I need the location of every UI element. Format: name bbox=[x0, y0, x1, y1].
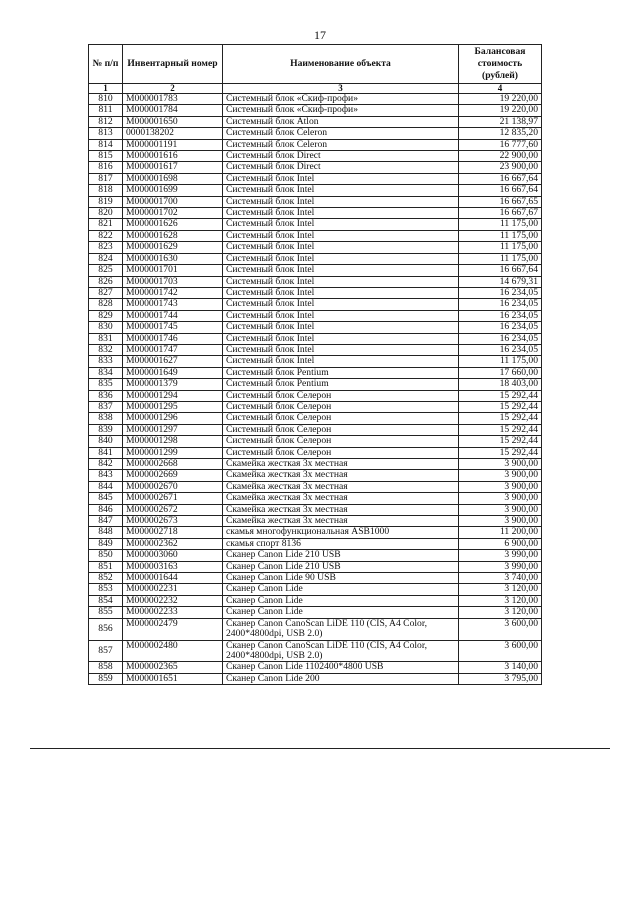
inventory-number: М000002718 bbox=[123, 527, 223, 538]
balance-value: 3 990,00 bbox=[459, 561, 542, 572]
table-row bbox=[89, 595, 542, 606]
object-name: Системный блок Intel bbox=[223, 196, 459, 207]
table-row bbox=[89, 139, 542, 150]
inventory-number: М000001627 bbox=[123, 356, 223, 367]
row-number: 852 bbox=[89, 573, 123, 584]
row-number: 855 bbox=[89, 607, 123, 618]
row-number: 831 bbox=[89, 333, 123, 344]
inventory-number: М000002233 bbox=[123, 607, 223, 618]
row-number: 841 bbox=[89, 447, 123, 458]
object-name: Системный блок Intel bbox=[223, 242, 459, 253]
object-name: Системный блок Direct bbox=[223, 162, 459, 173]
table-row bbox=[89, 424, 542, 435]
table-row bbox=[89, 413, 542, 424]
inventory-number: М000003060 bbox=[123, 550, 223, 561]
row-number: 834 bbox=[89, 367, 123, 378]
row-number: 824 bbox=[89, 253, 123, 264]
table-row bbox=[89, 162, 542, 173]
row-number: 853 bbox=[89, 584, 123, 595]
table-row bbox=[89, 504, 542, 515]
table-row bbox=[89, 94, 542, 105]
inventory-number: М000001699 bbox=[123, 185, 223, 196]
inventory-number: М000001630 bbox=[123, 253, 223, 264]
object-name: скамья спорт 8136 bbox=[223, 538, 459, 549]
balance-value: 11 175,00 bbox=[459, 242, 542, 253]
header-number: № п/п bbox=[89, 45, 123, 84]
inventory-number: М000001626 bbox=[123, 219, 223, 230]
object-name: Сканер Canon Lide 90 USB bbox=[223, 573, 459, 584]
inventory-number: М000001742 bbox=[123, 287, 223, 298]
inventory-number: М000001299 bbox=[123, 447, 223, 458]
object-name: Сканер Canon Lide 1102400*4800 USB bbox=[223, 662, 459, 673]
table-row bbox=[89, 470, 542, 481]
table-row bbox=[89, 493, 542, 504]
row-number: 832 bbox=[89, 344, 123, 355]
object-name: Скамейка жесткая 3х местная bbox=[223, 516, 459, 527]
inventory-number: М000002669 bbox=[123, 470, 223, 481]
balance-value: 16 667,65 bbox=[459, 196, 542, 207]
object-name: Системный блок Селерон bbox=[223, 390, 459, 401]
inventory-number: М000001747 bbox=[123, 344, 223, 355]
inventory-number: М000001651 bbox=[123, 673, 223, 684]
object-name: Системный блок Intel bbox=[223, 276, 459, 287]
row-number: 849 bbox=[89, 538, 123, 549]
balance-value: 3 795,00 bbox=[459, 673, 542, 684]
row-number: 854 bbox=[89, 595, 123, 606]
column-number: 4 bbox=[459, 84, 542, 94]
object-name: Системный блок «Скиф-профи» bbox=[223, 105, 459, 116]
row-number: 828 bbox=[89, 299, 123, 310]
balance-value: 14 679,31 bbox=[459, 276, 542, 287]
table-row bbox=[89, 287, 542, 298]
inventory-number: М000001297 bbox=[123, 424, 223, 435]
balance-value: 15 292,44 bbox=[459, 424, 542, 435]
table-row bbox=[89, 436, 542, 447]
balance-value: 15 292,44 bbox=[459, 447, 542, 458]
inventory-number: М000002365 bbox=[123, 662, 223, 673]
balance-value: 15 292,44 bbox=[459, 401, 542, 412]
balance-value: 11 175,00 bbox=[459, 253, 542, 264]
balance-value: 3 900,00 bbox=[459, 504, 542, 515]
column-number: 3 bbox=[223, 84, 459, 94]
inventory-number: М000001649 bbox=[123, 367, 223, 378]
object-name: Сканер Canon Lide bbox=[223, 584, 459, 595]
row-number: 829 bbox=[89, 310, 123, 321]
balance-value: 17 660,00 bbox=[459, 367, 542, 378]
table-row bbox=[89, 219, 542, 230]
inventory-number: М000001746 bbox=[123, 333, 223, 344]
balance-value: 3 740,00 bbox=[459, 573, 542, 584]
row-number: 821 bbox=[89, 219, 123, 230]
balance-value: 16 234,05 bbox=[459, 344, 542, 355]
object-name: Системный блок Intel bbox=[223, 208, 459, 219]
table-row bbox=[89, 538, 542, 549]
object-name: Системный блок Селерон bbox=[223, 413, 459, 424]
balance-value: 16 234,05 bbox=[459, 310, 542, 321]
table-row bbox=[89, 242, 542, 253]
table-row bbox=[89, 550, 542, 561]
row-number: 811 bbox=[89, 105, 123, 116]
table-header-row bbox=[89, 45, 542, 84]
table-row bbox=[89, 333, 542, 344]
table-row bbox=[89, 151, 542, 162]
table-row bbox=[89, 584, 542, 595]
row-number: 847 bbox=[89, 516, 123, 527]
inventory-number: М000001783 bbox=[123, 94, 223, 105]
inventory-number: М000001296 bbox=[123, 413, 223, 424]
footer-divider bbox=[30, 748, 610, 749]
row-number: 814 bbox=[89, 139, 123, 150]
row-number: 848 bbox=[89, 527, 123, 538]
inventory-table bbox=[88, 44, 542, 685]
inventory-number: М000001698 bbox=[123, 173, 223, 184]
table-row bbox=[89, 367, 542, 378]
table-row bbox=[89, 344, 542, 355]
page-number: 17 bbox=[314, 28, 326, 42]
row-number: 843 bbox=[89, 470, 123, 481]
row-number: 818 bbox=[89, 185, 123, 196]
balance-value: 3 900,00 bbox=[459, 493, 542, 504]
row-number: 823 bbox=[89, 242, 123, 253]
object-name: Системный блок Селерон bbox=[223, 401, 459, 412]
inventory-number: М000001617 bbox=[123, 162, 223, 173]
row-number: 837 bbox=[89, 401, 123, 412]
balance-value: 3 900,00 bbox=[459, 459, 542, 470]
table-row bbox=[89, 527, 542, 538]
inventory-number: М000001628 bbox=[123, 230, 223, 241]
inventory-number: М000002232 bbox=[123, 595, 223, 606]
row-number: 819 bbox=[89, 196, 123, 207]
inventory-number: М000002362 bbox=[123, 538, 223, 549]
object-name: Системный блок Pentium bbox=[223, 367, 459, 378]
object-name: Сканер Canon Lide 210 USB bbox=[223, 550, 459, 561]
object-name: Скамейка жесткая 3х местная bbox=[223, 504, 459, 515]
row-number: 839 bbox=[89, 424, 123, 435]
row-number: 842 bbox=[89, 459, 123, 470]
row-number: 817 bbox=[89, 173, 123, 184]
object-name: Системный блок Intel bbox=[223, 310, 459, 321]
row-number: 857 bbox=[89, 640, 123, 662]
inventory-number: М000002668 bbox=[123, 459, 223, 470]
object-name: Системный блок Intel bbox=[223, 344, 459, 355]
inventory-number: М000001650 bbox=[123, 116, 223, 127]
object-name: Системный блок Intel bbox=[223, 299, 459, 310]
balance-value: 16 234,05 bbox=[459, 322, 542, 333]
object-name: Сканер Canon Lide bbox=[223, 595, 459, 606]
row-number: 856 bbox=[89, 618, 123, 640]
table-row bbox=[89, 196, 542, 207]
row-number: 830 bbox=[89, 322, 123, 333]
table-row bbox=[89, 253, 542, 264]
table-row bbox=[89, 310, 542, 321]
row-number: 816 bbox=[89, 162, 123, 173]
balance-value: 15 292,44 bbox=[459, 390, 542, 401]
balance-value: 11 175,00 bbox=[459, 219, 542, 230]
balance-value: 16 234,05 bbox=[459, 333, 542, 344]
row-number: 836 bbox=[89, 390, 123, 401]
object-name: скамья многофункциональная ASB1000 bbox=[223, 527, 459, 538]
balance-value: 3 120,00 bbox=[459, 607, 542, 618]
header-balance-value: Балансовая стоимость (рублей) bbox=[459, 45, 542, 84]
inventory-number: М000001644 bbox=[123, 573, 223, 584]
balance-value: 11 200,00 bbox=[459, 527, 542, 538]
inventory-number: М000001784 bbox=[123, 105, 223, 116]
table-row bbox=[89, 265, 542, 276]
row-number: 846 bbox=[89, 504, 123, 515]
row-number: 827 bbox=[89, 287, 123, 298]
inventory-number: М000001700 bbox=[123, 196, 223, 207]
table-row bbox=[89, 640, 542, 662]
row-number: 813 bbox=[89, 128, 123, 139]
table-row bbox=[89, 299, 542, 310]
balance-value: 11 175,00 bbox=[459, 230, 542, 241]
balance-value: 6 900,00 bbox=[459, 538, 542, 549]
table-row bbox=[89, 105, 542, 116]
table-row bbox=[89, 276, 542, 287]
inventory-number: М000002231 bbox=[123, 584, 223, 595]
row-number: 826 bbox=[89, 276, 123, 287]
balance-value: 3 140,00 bbox=[459, 662, 542, 673]
inventory-number: М000001298 bbox=[123, 436, 223, 447]
balance-value: 3 120,00 bbox=[459, 584, 542, 595]
row-number: 844 bbox=[89, 481, 123, 492]
balance-value: 16 667,64 bbox=[459, 185, 542, 196]
balance-value: 23 900,00 bbox=[459, 162, 542, 173]
table-row bbox=[89, 185, 542, 196]
object-name: Скамейка жесткая 3х местная bbox=[223, 459, 459, 470]
object-name: Системный блок Direct bbox=[223, 151, 459, 162]
table-row bbox=[89, 128, 542, 139]
inventory-number: М000002673 bbox=[123, 516, 223, 527]
object-name: Сканер Canon Lide 200 bbox=[223, 673, 459, 684]
table-row bbox=[89, 116, 542, 127]
balance-value: 16 777,60 bbox=[459, 139, 542, 150]
object-name: Системный блок Intel bbox=[223, 322, 459, 333]
inventory-number: М000001294 bbox=[123, 390, 223, 401]
table-row bbox=[89, 561, 542, 572]
object-name: Скамейка жесткая 3х местная bbox=[223, 481, 459, 492]
table-row bbox=[89, 607, 542, 618]
balance-value: 16 234,05 bbox=[459, 299, 542, 310]
object-name: Системный блок Celeron bbox=[223, 128, 459, 139]
balance-value: 3 900,00 bbox=[459, 516, 542, 527]
object-name: Системный блок Intel bbox=[223, 230, 459, 241]
table-row bbox=[89, 379, 542, 390]
object-name: Системный блок Селерон bbox=[223, 436, 459, 447]
table-row bbox=[89, 481, 542, 492]
table-row bbox=[89, 390, 542, 401]
object-name: Системный блок Intel bbox=[223, 253, 459, 264]
balance-value: 3 900,00 bbox=[459, 470, 542, 481]
header-object-name: Наименование объекта bbox=[223, 45, 459, 84]
inventory-number: М000001745 bbox=[123, 322, 223, 333]
row-number: 845 bbox=[89, 493, 123, 504]
row-number: 858 bbox=[89, 662, 123, 673]
inventory-number: М000002480 bbox=[123, 640, 223, 662]
inventory-number: М000001701 bbox=[123, 265, 223, 276]
table-row bbox=[89, 322, 542, 333]
inventory-number: М000003163 bbox=[123, 561, 223, 572]
inventory-number: М000001743 bbox=[123, 299, 223, 310]
balance-value: 16 667,64 bbox=[459, 173, 542, 184]
row-number: 859 bbox=[89, 673, 123, 684]
balance-value: 3 990,00 bbox=[459, 550, 542, 561]
table-row bbox=[89, 618, 542, 640]
table-row bbox=[89, 459, 542, 470]
object-name: Системный блок Atlon bbox=[223, 116, 459, 127]
balance-value: 11 175,00 bbox=[459, 356, 542, 367]
balance-value: 16 667,64 bbox=[459, 265, 542, 276]
balance-value: 21 138,97 bbox=[459, 116, 542, 127]
inventory-number: М000002672 bbox=[123, 504, 223, 515]
balance-value: 3 600,00 bbox=[459, 640, 542, 662]
table-row bbox=[89, 208, 542, 219]
object-name: Системный блок Intel bbox=[223, 185, 459, 196]
row-number: 825 bbox=[89, 265, 123, 276]
table-row bbox=[89, 447, 542, 458]
header-inventory-number: Инвентарный номер bbox=[123, 45, 223, 84]
row-number: 820 bbox=[89, 208, 123, 219]
table-row bbox=[89, 173, 542, 184]
balance-value: 15 292,44 bbox=[459, 436, 542, 447]
object-name: Системный блок Intel bbox=[223, 356, 459, 367]
row-number: 810 bbox=[89, 94, 123, 105]
balance-value: 22 900,00 bbox=[459, 151, 542, 162]
object-name: Сканер Canon Lide 210 USB bbox=[223, 561, 459, 572]
row-number: 833 bbox=[89, 356, 123, 367]
inventory-number: 0000138202 bbox=[123, 128, 223, 139]
inventory-number: М000001744 bbox=[123, 310, 223, 321]
object-name: Системный блок Селерон bbox=[223, 424, 459, 435]
table-row bbox=[89, 356, 542, 367]
inventory-number: М000001616 bbox=[123, 151, 223, 162]
object-name: Скамейка жесткая 3х местная bbox=[223, 470, 459, 481]
balance-value: 3 120,00 bbox=[459, 595, 542, 606]
table-row bbox=[89, 516, 542, 527]
inventory-number: М000001295 bbox=[123, 401, 223, 412]
table-row bbox=[89, 662, 542, 673]
object-name: Системный блок Intel bbox=[223, 333, 459, 344]
row-number: 851 bbox=[89, 561, 123, 572]
inventory-number: М000002671 bbox=[123, 493, 223, 504]
object-name: Системный блок Intel bbox=[223, 265, 459, 276]
inventory-number: М000001191 bbox=[123, 139, 223, 150]
row-number: 815 bbox=[89, 151, 123, 162]
object-name: Системный блок Celeron bbox=[223, 139, 459, 150]
table-row bbox=[89, 673, 542, 684]
inventory-number: М000001629 bbox=[123, 242, 223, 253]
row-number: 838 bbox=[89, 413, 123, 424]
column-number-row bbox=[89, 84, 542, 94]
inventory-number: М000001702 bbox=[123, 208, 223, 219]
balance-value: 18 403,00 bbox=[459, 379, 542, 390]
table-body bbox=[89, 94, 542, 685]
object-name: Системный блок Pentium bbox=[223, 379, 459, 390]
object-name: Системный блок Селерон bbox=[223, 447, 459, 458]
balance-value: 3 900,00 bbox=[459, 481, 542, 492]
object-name: Сканер Canon CanoScan LiDE 110 (CIS, A4 Color, 2400*4800dpi, USB 2.0) bbox=[223, 640, 459, 662]
table-row bbox=[89, 401, 542, 412]
row-number: 850 bbox=[89, 550, 123, 561]
row-number: 822 bbox=[89, 230, 123, 241]
inventory-number: М000002670 bbox=[123, 481, 223, 492]
balance-value: 3 600,00 bbox=[459, 618, 542, 640]
balance-value: 16 234,05 bbox=[459, 287, 542, 298]
balance-value: 15 292,44 bbox=[459, 413, 542, 424]
inventory-number: М000001379 bbox=[123, 379, 223, 390]
table-row bbox=[89, 573, 542, 584]
object-name: Системный блок Intel bbox=[223, 173, 459, 184]
balance-value: 12 835,20 bbox=[459, 128, 542, 139]
table-row bbox=[89, 230, 542, 241]
object-name: Сканер Canon Lide bbox=[223, 607, 459, 618]
object-name: Системный блок Intel bbox=[223, 219, 459, 230]
inventory-number: М000001703 bbox=[123, 276, 223, 287]
object-name: Системный блок «Скиф-профи» bbox=[223, 94, 459, 105]
object-name: Сканер Canon CanoScan LiDE 110 (CIS, A4 Color, 2400*4800dpi, USB 2.0) bbox=[223, 618, 459, 640]
row-number: 812 bbox=[89, 116, 123, 127]
balance-value: 19 220,00 bbox=[459, 105, 542, 116]
column-number: 2 bbox=[123, 84, 223, 94]
object-name: Скамейка жесткая 3х местная bbox=[223, 493, 459, 504]
row-number: 835 bbox=[89, 379, 123, 390]
object-name: Системный блок Intel bbox=[223, 287, 459, 298]
inventory-number: М000002479 bbox=[123, 618, 223, 640]
column-number: 1 bbox=[89, 84, 123, 94]
row-number: 840 bbox=[89, 436, 123, 447]
balance-value: 19 220,00 bbox=[459, 94, 542, 105]
balance-value: 16 667,67 bbox=[459, 208, 542, 219]
